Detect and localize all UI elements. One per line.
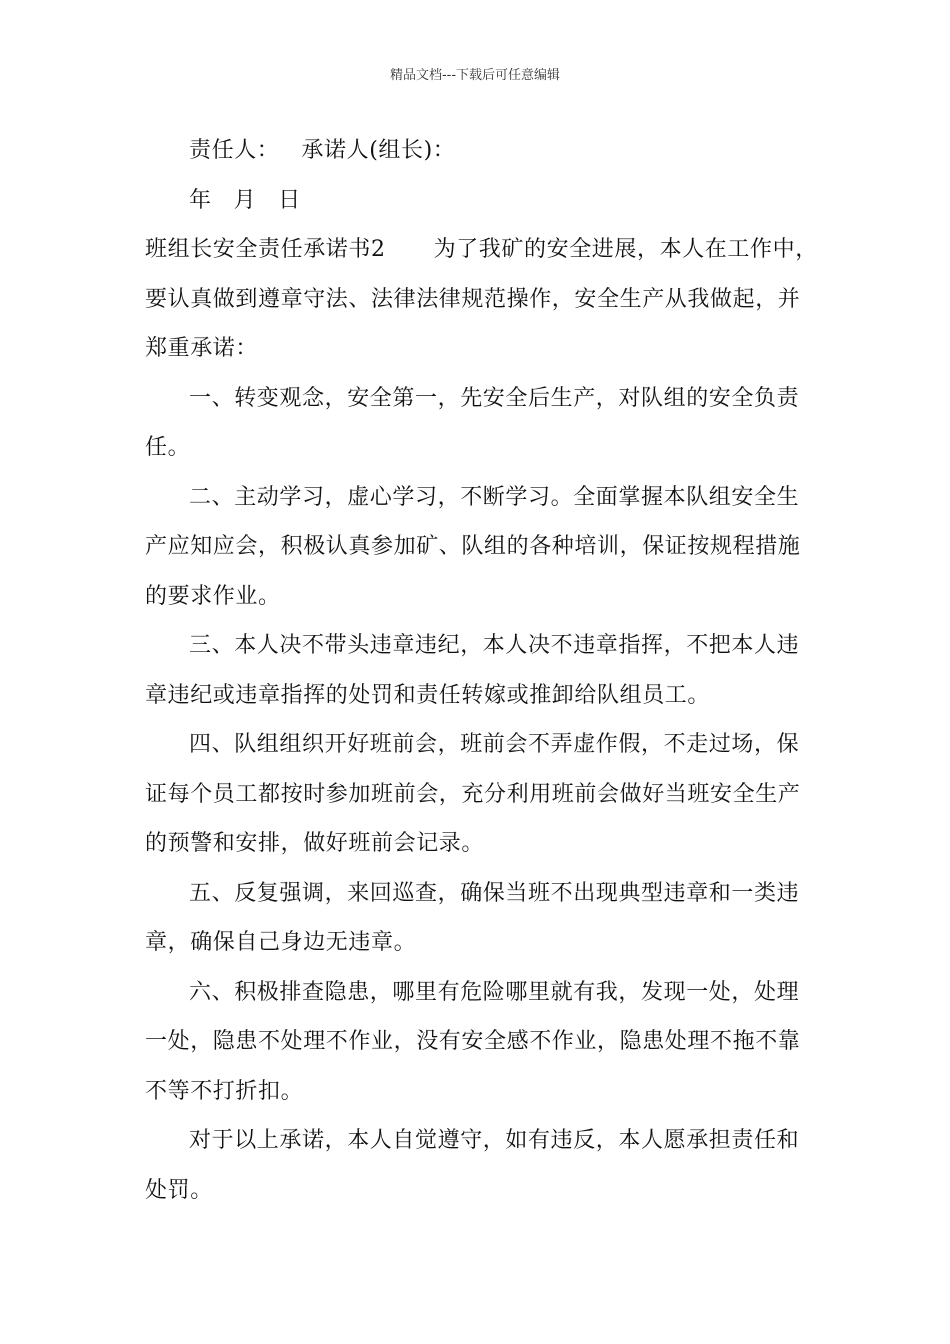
item-4-line-1: 四、队组组织开好班前会，班前会不弄虚作假，不走过场，保 [189, 732, 800, 757]
document-title: 班组长安全责任承诺书2 [145, 237, 386, 262]
item-5-line-1: 五、反复强调，来回巡查，确保当班不出现典型违章和一类违 [189, 880, 800, 906]
item-1-line-2: 任。 [145, 435, 191, 460]
closing-line-2: 处罚。 [145, 1177, 213, 1203]
item-3-line-2: 章违纪或违章指挥的处罚和责任转嫁或推卸给队组员工。 [145, 682, 711, 708]
item-1-line-1: 一、转变观念，安全第一，先安全后生产，对队组的安全负责 [189, 385, 800, 411]
item-2-line-1: 二、主动学习，虚心学习，不断学习。全面掌握本队组安全生 [189, 484, 800, 510]
item-4-line-2: 证每个员工都按时参加班前会，充分利用班前会做好当班安全生产 [145, 781, 801, 807]
item-3-line-1: 三、本人决不带头违章违纪，本人决不违章指挥，不把本人违 [189, 633, 800, 658]
signature-line [145, 126, 810, 176]
date-month: 月 [233, 187, 257, 213]
closing-line-1: 对于以上承诺，本人自觉遵守，如有违反，本人愿承担责任和 [189, 1128, 800, 1153]
responsible-label: 责任人： [189, 138, 280, 163]
item-5-line-2: 章，确保自己身边无违章。 [145, 930, 417, 955]
item-6-line-3: 不等不打折扣。 [145, 1078, 304, 1104]
title-intro-line [145, 225, 818, 275]
item-4-line-3: 的预警和安排，做好班前会记录。 [145, 831, 485, 856]
item-2-line-2: 产应知应会，积极认真参加矿、队组的各种培训，保证按规程措施 [145, 534, 801, 559]
promisor-label: 承诺人(组长)： [301, 138, 456, 163]
page-header: 精品文档---下载后可任意编辑 [389, 68, 561, 83]
date-year: 年 [189, 187, 212, 213]
item-2-line-3: 的要求作业。 [145, 583, 281, 609]
item-6-line-2: 一处，隐患不处理不作业，没有安全感不作业，隐患处理不拖不靠 [145, 1029, 801, 1054]
intro-line-1: 为了我矿的安全进展，本人在工作中， [433, 237, 818, 262]
item-6-line-1: 六、积极排查隐患，哪里有危险哪里就有我，发现一处，处理 [189, 979, 800, 1005]
intro-line-2: 要认真做到遵章守法、法律法律规范操作，安全生产从我做起，并 [145, 286, 801, 312]
date-line [145, 176, 810, 226]
intro-line-3: 郑重承诺： [145, 336, 259, 361]
date-day: 日 [278, 187, 301, 213]
document-body [145, 126, 818, 1215]
